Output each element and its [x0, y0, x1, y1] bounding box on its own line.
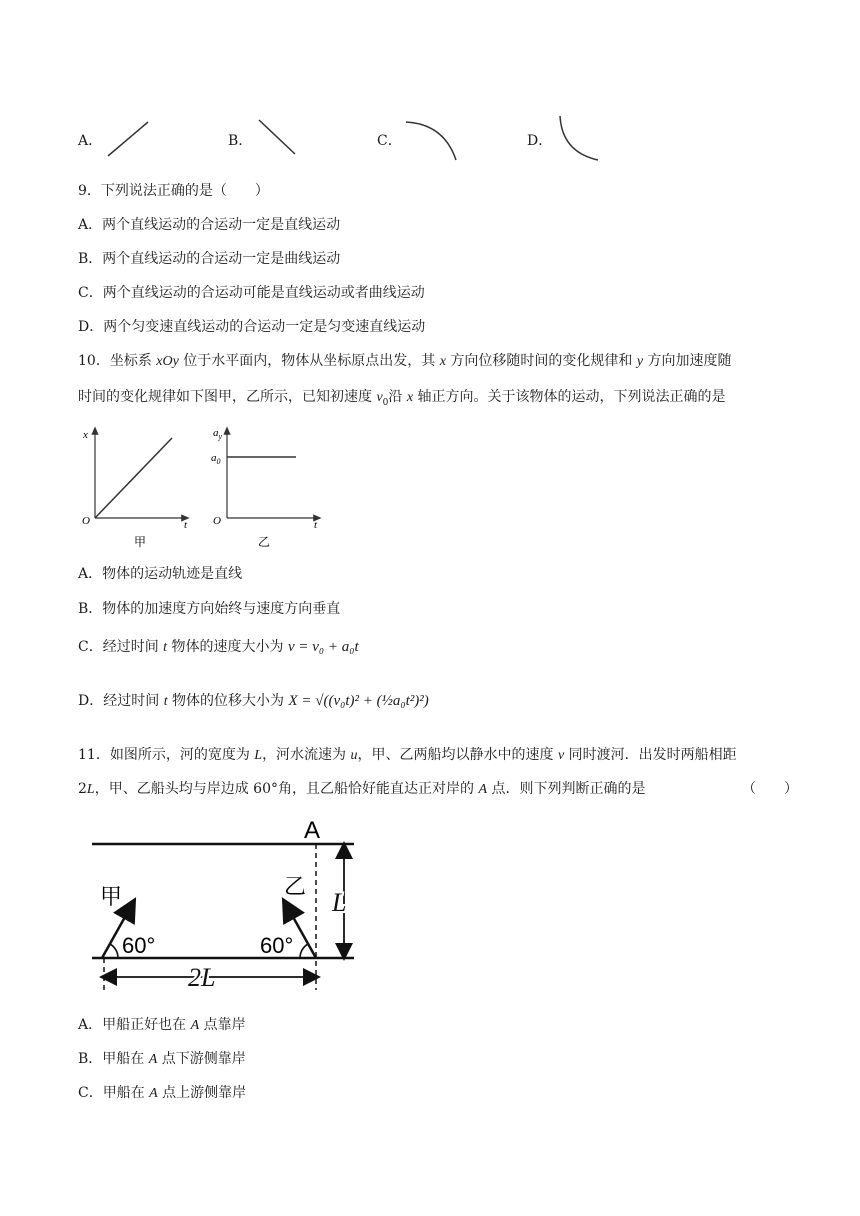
q10-stem-line1: 10．坐标系 xOy 位于水平面内，物体从坐标原点出发，其 x 方向位移随时间的变化规律和 y 方向加速度随	[78, 353, 732, 369]
q8-option-a-figure	[106, 120, 150, 158]
q9-option-c: C．两个直线运动的合运动可能是直线运动或者曲线运动	[78, 285, 425, 301]
yi-origin: O	[213, 515, 221, 527]
angle-yi-arc	[300, 944, 308, 958]
q8-option-d-label: D．	[527, 133, 553, 149]
yi-caption: 乙	[258, 535, 271, 549]
jia-y-label: x	[83, 429, 88, 441]
jia-origin: O	[82, 515, 90, 527]
yi-y-label: $a_y$	[213, 427, 223, 441]
q8-option-a-label: A．	[78, 133, 103, 149]
q10-option-b: B．物体的加速度方向始终与速度方向垂直	[78, 601, 341, 617]
q11-river-diagram	[88, 808, 368, 998]
jia-caption: 甲	[134, 535, 147, 549]
distance-label: 2L	[188, 963, 216, 992]
q11-stem-line2: 2L，甲、乙船头均与岸边成 60°角，且乙船恰好能直达正对岸的 A 点．则下列判断正确的是	[78, 781, 646, 797]
q9-option-d: D．两个匀变速直线运动的合运动一定是匀变速直线运动	[78, 319, 426, 335]
q10-graph-yi	[210, 424, 325, 549]
yi-x-label: t	[314, 519, 318, 531]
q8-option-c-figure	[404, 118, 460, 162]
q9-option-a: A．两个直线运动的合运动一定是直线运动	[78, 217, 341, 233]
angle-jia-label: 60°	[122, 933, 156, 958]
q11-option-a: A．甲船正好也在 A 点靠岸	[78, 1017, 246, 1033]
q10-option-d: D．经过时间 t 物体的位移大小为 X = √((v₀t)² + (½a₀t²)²)	[78, 693, 429, 709]
width-label: L	[332, 888, 347, 917]
yi-level-label: $a_0$	[211, 452, 221, 466]
q11-option-b: B．甲船在 A 点下游侧靠岸	[78, 1051, 246, 1067]
jia-line	[95, 438, 172, 518]
q9-option-b: B．两个直线运动的合运动一定是曲线运动	[78, 251, 341, 267]
boat-yi-label: 乙	[284, 875, 307, 900]
angle-jia-arc	[110, 944, 118, 958]
q11-answer-paren: （ ）	[742, 781, 798, 797]
q8-option-c-label: C．	[377, 133, 402, 149]
boat-jia-label: 甲	[100, 885, 123, 910]
q9-stem: 9．下列说法正确的是（ ）	[78, 183, 269, 199]
q8-option-b-figure	[257, 118, 297, 156]
q11-option-c: C．甲船在 A 点上游侧靠岸	[78, 1085, 247, 1101]
jia-x-label: t	[184, 519, 188, 531]
q10-option-d-formula: X = √((v₀t)² + (½a₀t²)²)	[288, 693, 429, 709]
q10-option-c-formula: v = v₀ + a₀t	[287, 639, 359, 655]
q10-option-c: C．经过时间 t 物体的速度大小为 v = v₀ + a₀t	[78, 639, 359, 655]
q10-option-a: A．物体的运动轨迹是直线	[78, 566, 243, 582]
point-a-label: A	[304, 817, 321, 844]
q8-option-b-label: B．	[228, 133, 253, 149]
q8-option-d-figure	[556, 114, 602, 162]
q10-stem-line2: 时间的变化规律如下图甲，乙所示，已知初速度 $v_0$沿 x 轴正方向。关于该物体的运动，下列说法正确的是	[78, 389, 726, 408]
angle-yi-label: 60°	[260, 933, 294, 958]
q10-graph-jia	[80, 424, 195, 549]
q11-stem-line1: 11．如图所示，河的宽度为 L，河水流速为 u，甲、乙两船均以静水中的速度 v 同时渡河．出发时两船相距	[78, 747, 737, 763]
